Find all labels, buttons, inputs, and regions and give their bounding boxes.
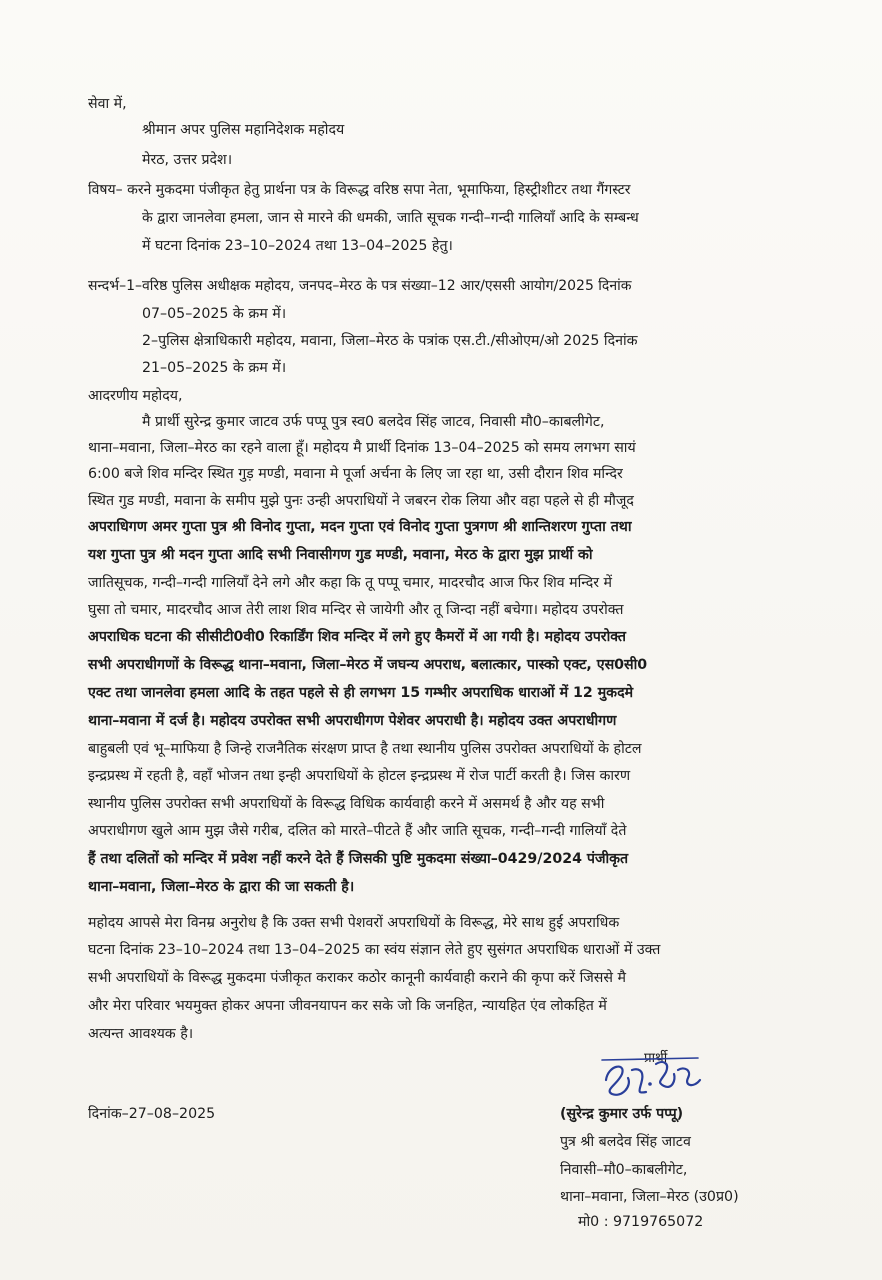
body-line: जातिसूचक, गन्दी–गन्दी गालियॉं देने लगे और कहा कि तू पप्पू चमार, मादरचौद आज फिर शिव मन्दिर में: [88, 575, 613, 591]
body-line: घुसा तो चमार, मादरचौद आज तेरी लाश शिव मन्दिर से जायेगी और तू जिन्दा नहीं बचेगा। महोदय उपरोक्त: [88, 602, 624, 618]
request-line: घटना दिनांक 23–10–2024 तथा 13–04–2025 का स्वंय संज्ञान लेते हुए सुसंगत अपराधिक धाराओं में उक्त: [88, 942, 661, 958]
handwritten-signature: [598, 1040, 708, 1102]
body-line: अपराधिगण अमर गुप्ता पुत्र श्री विनोद गुप्ता, मदन गुप्ता एवं विनोद गुप्ता पुत्रगण श्री शान्तिशरण गुप्ता तथा: [88, 519, 632, 535]
addressee-place: मेरठ, उत्तर प्रदेश।: [142, 152, 233, 168]
subject-line-3: में घटना दिनांक 23–10–2024 तथा 13–04–2025 हेतु।: [142, 238, 453, 254]
reference-1-line-1: सन्दर्भ–1–वरिष्ठ पुलिस अधीक्षक महोदय, जनपद–मेरठ के पत्र संख्या–12 आर/एससी आयोग/2025 दिनांक: [88, 278, 632, 294]
request-line: सभी अपराधियों के विरूद्ध मुकदमा पंजीकृत कराकर कठोर कानूनी कार्यवाही कराने की कृपा करें जिससे मै: [88, 970, 626, 986]
subject-line-1: विषय– करने मुकदमा पंजीकृत हेतु प्रार्थना पत्र के विरूद्ध वरिष्ठ सपा नेता, भूमाफिया, हिस्ट्रीशीटर तथा गैंगस्टर: [88, 182, 631, 198]
body-line: हैं तथा दलितों को मन्दिर में प्रवेश नहीं करने देते हैं जिसकी पुष्टि मुकदमा संख्या–0429/2024 पंजीकृत: [88, 851, 629, 867]
reference-1-line-2: 07–05–2025 के क्रम में।: [142, 306, 287, 322]
letter-date: दिनांक–27–08–2025: [88, 1106, 216, 1122]
body-line: इन्द्रप्रस्थ में रहती है, वहॉं भोजन तथा इन्ही अपराधियों के होटल इन्द्रप्रस्थ में रोज पार्टी करती है। जिस कारण: [88, 768, 631, 784]
body-line: बाहुबली एवं भू–माफिया है जिन्हे राजनैतिक संरक्षण प्राप्त है तथा स्थानीय पुलिस उपरोक्त अपराधियों के होटल: [88, 741, 642, 757]
body-line: अपराधीगण खुले आम मुझ जैसे गरीब, दलित को मारते–पीटते हैं और जाति सूचक, गन्दी–गन्दी गालियॉं देते: [88, 823, 627, 839]
addressee: श्रीमान अपर पुलिस महानिदेशक महोदय: [142, 122, 345, 138]
applicant-address-2: थाना–मवाना, जिला–मेरठ (उ0प्र0): [560, 1189, 739, 1205]
applicant-name: (सुरेन्द्र कुमार उर्फ पप्पू): [560, 1106, 684, 1122]
request-line: अत्यन्त आवश्यक है।: [88, 1026, 194, 1042]
subject-line-2: के द्वारा जानलेवा हमला, जान से मारने की धमकी, जाति सूचक गन्दी–गन्दी गालियॉं आदि के सम्बन्ध: [142, 210, 639, 226]
applicant-father: पुत्र श्री बलदेव सिंह जाटव: [560, 1134, 691, 1150]
greeting: आदरणीय महोदय,: [88, 388, 183, 404]
reference-2-line-2: 21–05–2025 के क्रम में।: [142, 360, 287, 376]
body-line: थाना–मवाना, जिला–मेरठ का रहने वाला हूॅं। महोदय मै प्रार्थी दिनांक 13–04–2025 को समय लगभग सायं: [88, 440, 636, 456]
body-line: स्थानीय पुलिस उपरोक्त सभी अपराधियों के विरूद्ध विधिक कार्यवाही करने में असमर्थ है और यह सभी: [88, 796, 605, 812]
reference-2-line-1: 2–पुलिस क्षेत्राधिकारी महोदय, मवाना, जिला–मेरठ के पत्रांक एस.टी./सीओएम/ओ 2025 दिनांक: [142, 333, 638, 349]
applicant-label: प्रार्थी: [644, 1050, 668, 1066]
body-line: थाना–मवाना, जिला–मेरठ के द्वारा की जा सकती है।: [88, 879, 355, 895]
body-line: 6:00 बजे शिव मन्दिर स्थित गुड़ मण्डी, मवाना मे पूर्जा अर्चना के लिए जा रहा था, उसी दौरान शिव मन्दिर: [88, 466, 623, 482]
request-line: और मेरा परिवार भयमुक्त होकर अपना जीवनयापन कर सके जो कि जनहित, न्यायहित एंव लोकहित में: [88, 998, 607, 1014]
request-line: महोदय आपसे मेरा विनम्र अनुरोध है कि उक्त सभी पेशवरों अपराधियों के विरूद्ध, मेरे साथ हुई अपराधिक: [88, 915, 620, 931]
applicant-address-1: निवासी–मौ0–काबलीगेट,: [560, 1162, 688, 1178]
body-line: थाना–मवाना में दर्ज है। महोदय उपरोक्त सभी अपराधीगण पेशेवर अपराधी है। महोदय उक्त अपराधीगण: [88, 713, 617, 729]
body-line: एक्ट तथा जानलेवा हमला आदि के तहत पहले से ही लगभग 15 गम्भीर अपराधिक धाराओं में 12 मुकदमे: [88, 685, 634, 701]
body-line: अपराधिक घटना की सीसीटी0वी0 रिकार्डिंग शिव मन्दिर में लगे हुए कैमरों में आ गयी है। महोदय उपरोक्त: [88, 629, 626, 645]
body-line: सभी अपराधीगणों के विरूद्ध थाना–मवाना, जिला–मेरठ में जघन्य अपराध, बलात्कार, पास्को एक्ट, एस0सी0: [88, 657, 648, 673]
applicant-mobile: मो0 : 9719765072: [578, 1214, 704, 1230]
body-line: स्थित गुड मण्डी, मवाना के समीप मुझे पुनः उन्ही अपराधियों ने जबरन रोक लिया और वहा पहले से ही मौजूद: [88, 493, 634, 509]
body-line: मै प्रार्थी सुरेन्द्र कुमार जाटव उर्फ पप्पू पुत्र स्व0 बलदेव सिंह जाटव, निवासी मौ0–काबलीगेट,: [142, 414, 605, 430]
salutation-to: सेवा में,: [88, 96, 127, 112]
body-line: यश गुप्ता पुत्र श्री मदन गुप्ता आदि सभी निवासीगण गुड मण्डी, मवाना, मेरठ के द्वारा मुझ प्रार्थी को: [88, 547, 593, 563]
